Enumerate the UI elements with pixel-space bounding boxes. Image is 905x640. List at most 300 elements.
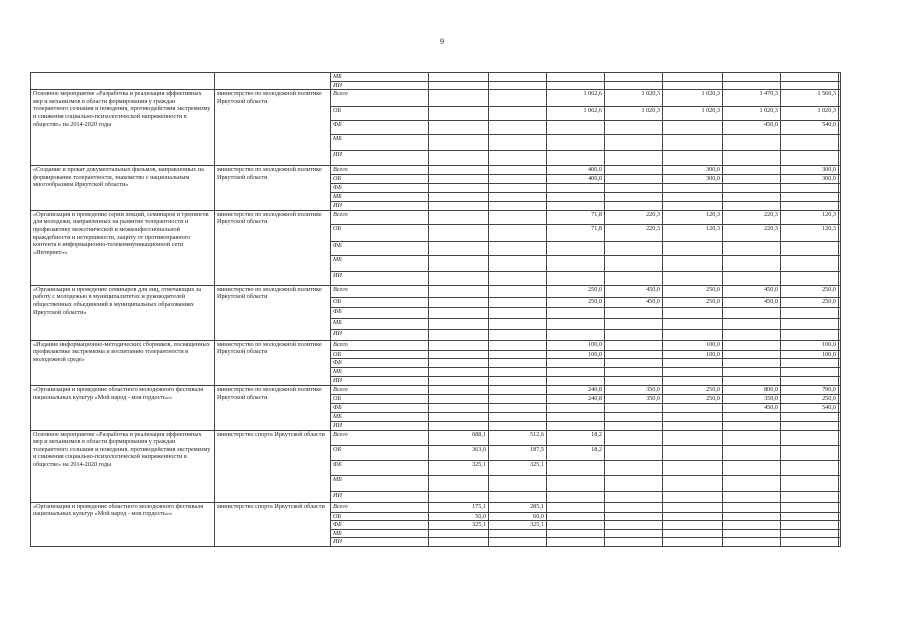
value-cell [489, 318, 547, 329]
value-cell: 1 020,3 [781, 107, 839, 121]
event-name-cell: Основное мероприятие «Разработка и реализация эффективных мер и механизмов в области формирования у граждан толерантного сознания и поведения, противодействия экстремизму и снижения социально-психологической напряженности в обществе» на 2014-2020 годы [31, 430, 215, 502]
value-cell [839, 107, 841, 121]
table-row [31, 210, 841, 224]
value-cell [605, 350, 663, 359]
value-cell [781, 192, 839, 201]
value-cell [547, 412, 605, 421]
value-cell [723, 192, 781, 201]
value-cell: 450,0 [605, 285, 663, 297]
value-cell [489, 107, 547, 121]
funding-source-cell: Всего [331, 210, 429, 224]
value-cell [839, 475, 841, 491]
value-cell [663, 502, 723, 512]
page-number: 9 [440, 37, 444, 46]
value-cell [489, 377, 547, 386]
value-cell: 50,0 [429, 512, 489, 521]
value-cell [605, 151, 663, 166]
value-cell [489, 475, 547, 491]
value-cell: 250,0 [781, 297, 839, 307]
value-cell [605, 421, 663, 430]
value-cell: 540,0 [781, 121, 839, 135]
value-cell [489, 271, 547, 285]
table-row [31, 430, 841, 445]
value-cell: 400,0 [547, 166, 605, 175]
value-cell [723, 491, 781, 502]
value-cell [663, 318, 723, 329]
value-cell [547, 318, 605, 329]
funding-source-cell: ИИ [331, 81, 429, 90]
value-cell [605, 377, 663, 386]
value-cell [781, 255, 839, 271]
event-name-cell: «Создание и прокат документальных фильмов, направленных на формирование толерантности, знакомство с национальным многообразием Иркутской области» [31, 166, 215, 211]
value-cell: 18,2 [547, 445, 605, 460]
value-cell: 285,1 [489, 502, 547, 512]
value-cell: 1 560,3 [781, 90, 839, 107]
value-cell: 363,0 [429, 445, 489, 460]
value-cell [839, 368, 841, 377]
value-cell [489, 90, 547, 107]
value-cell [781, 318, 839, 329]
value-cell [663, 445, 723, 460]
value-cell [605, 403, 663, 412]
value-cell [429, 201, 489, 210]
value-cell: 100,0 [663, 350, 723, 359]
value-cell [605, 81, 663, 90]
value-cell [429, 377, 489, 386]
value-cell: 240,8 [547, 395, 605, 404]
value-cell [429, 395, 489, 404]
value-cell [489, 529, 547, 538]
value-cell [663, 491, 723, 502]
value-cell [781, 460, 839, 475]
value-cell [547, 538, 605, 547]
value-cell [489, 421, 547, 430]
value-cell: 60,0 [489, 512, 547, 521]
funding-source-cell: Всего [331, 166, 429, 175]
value-cell [723, 502, 781, 512]
value-cell [723, 359, 781, 368]
value-cell [723, 307, 781, 318]
value-cell: 512,6 [489, 430, 547, 445]
value-cell [605, 529, 663, 538]
funding-source-cell: ОБ [331, 445, 429, 460]
value-cell [547, 529, 605, 538]
value-cell [723, 445, 781, 460]
value-cell: 175,1 [429, 502, 489, 512]
value-cell: 1 020,3 [605, 107, 663, 121]
budget-table [30, 72, 841, 547]
value-cell [663, 512, 723, 521]
value-cell [723, 460, 781, 475]
value-cell [663, 183, 723, 192]
value-cell [547, 377, 605, 386]
executor-cell: министерство по молодежной политике Иркутской области [215, 340, 331, 386]
value-cell [723, 175, 781, 184]
value-cell [839, 318, 841, 329]
value-cell [547, 502, 605, 512]
value-cell [781, 135, 839, 151]
value-cell [489, 538, 547, 547]
value-cell: 1 020,3 [723, 107, 781, 121]
value-cell [781, 521, 839, 530]
value-cell [605, 183, 663, 192]
value-cell [489, 210, 547, 224]
executor-cell: министерство спорта Иркутской области [215, 502, 331, 546]
value-cell [489, 368, 547, 377]
value-cell [781, 241, 839, 255]
value-cell: 220,3 [723, 224, 781, 241]
funding-source-cell: МБ [331, 192, 429, 201]
value-cell: 1 470,3 [723, 90, 781, 107]
value-cell [781, 412, 839, 421]
funding-source-cell: ОБ [331, 350, 429, 359]
value-cell: 250,0 [781, 395, 839, 404]
value-cell [839, 445, 841, 460]
funding-source-cell: МБ [331, 368, 429, 377]
executor-cell: министерство по молодежной политике Иркутской области [215, 210, 331, 285]
value-cell: 790,0 [781, 386, 839, 395]
value-cell: 187,5 [489, 445, 547, 460]
value-cell: 450,0 [605, 297, 663, 307]
table-body [31, 73, 841, 547]
funding-source-cell: МБ [331, 135, 429, 151]
value-cell: 1 062,6 [547, 107, 605, 121]
value-cell [547, 81, 605, 90]
value-cell [547, 255, 605, 271]
event-name-cell: «Организация и проведение областного молодежного фестиваля национальных культур «Мой народ - моя гордость»» [31, 386, 215, 430]
value-cell [781, 183, 839, 192]
value-cell [429, 241, 489, 255]
value-cell [429, 285, 489, 297]
value-cell [663, 329, 723, 340]
value-cell [489, 297, 547, 307]
value-cell [781, 512, 839, 521]
value-cell: 250,0 [663, 297, 723, 307]
value-cell: 250,0 [663, 386, 723, 395]
value-cell [605, 502, 663, 512]
value-cell [723, 329, 781, 340]
value-cell: 450,0 [723, 403, 781, 412]
value-cell [781, 502, 839, 512]
value-cell [547, 368, 605, 377]
value-cell [839, 121, 841, 135]
value-cell [489, 175, 547, 184]
value-cell: 71,8 [547, 210, 605, 224]
funding-source-cell: ИИ [331, 151, 429, 166]
value-cell [429, 73, 489, 82]
funding-source-cell: ФБ [331, 183, 429, 192]
value-cell [781, 271, 839, 285]
value-cell [489, 201, 547, 210]
value-cell [489, 151, 547, 166]
value-cell [489, 73, 547, 82]
value-cell [839, 460, 841, 475]
value-cell: 450,0 [723, 297, 781, 307]
funding-source-cell: ИИ [331, 201, 429, 210]
executor-cell: министерство по молодежной политике Иркутской области [215, 166, 331, 211]
value-cell: 71,8 [547, 224, 605, 241]
value-cell: 300,0 [663, 166, 723, 175]
value-cell [429, 121, 489, 135]
value-cell [547, 151, 605, 166]
value-cell [429, 271, 489, 285]
value-cell [839, 73, 841, 82]
value-cell [839, 412, 841, 421]
value-cell [839, 175, 841, 184]
value-cell [839, 81, 841, 90]
value-cell [605, 475, 663, 491]
value-cell [605, 166, 663, 175]
funding-source-cell: ФБ [331, 403, 429, 412]
funding-source-cell: Всего [331, 502, 429, 512]
value-cell [723, 241, 781, 255]
value-cell [839, 255, 841, 271]
value-cell [605, 412, 663, 421]
value-cell [663, 307, 723, 318]
value-cell [663, 135, 723, 151]
value-cell [839, 395, 841, 404]
value-cell [723, 350, 781, 359]
value-cell [489, 224, 547, 241]
funding-source-cell: ИИ [331, 329, 429, 340]
funding-source-cell: ФБ [331, 241, 429, 255]
value-cell [663, 430, 723, 445]
value-cell [547, 460, 605, 475]
value-cell [723, 430, 781, 445]
table-row [31, 502, 841, 512]
event-name-cell: «Организация и проведение областного молодежного фестиваля национальных культур «Мой народ - моя гордость»» [31, 502, 215, 546]
value-cell [489, 359, 547, 368]
value-cell [605, 460, 663, 475]
value-cell [839, 201, 841, 210]
value-cell: 220,3 [605, 224, 663, 241]
value-cell [429, 368, 489, 377]
value-cell [663, 241, 723, 255]
value-cell [723, 271, 781, 285]
value-cell [605, 121, 663, 135]
funding-source-cell: ФБ [331, 359, 429, 368]
value-cell [781, 421, 839, 430]
value-cell [663, 460, 723, 475]
table-row [31, 166, 841, 175]
value-cell [489, 135, 547, 151]
event-name-cell: «Издание информационно-методических сборников, посвященных профилактике экстремизма и воспитанию толерантности в молодежной среде» [31, 340, 215, 386]
value-cell [547, 359, 605, 368]
value-cell [839, 166, 841, 175]
executor-cell: министерство по молодежной политике Иркутской области [215, 285, 331, 340]
value-cell [605, 318, 663, 329]
value-cell [781, 491, 839, 502]
value-cell [839, 297, 841, 307]
value-cell: 300,0 [781, 175, 839, 184]
funding-source-cell: Всего [331, 285, 429, 297]
value-cell [839, 192, 841, 201]
value-cell [429, 255, 489, 271]
value-cell: 100,0 [781, 340, 839, 350]
value-cell [429, 412, 489, 421]
value-cell [547, 183, 605, 192]
value-cell [781, 81, 839, 90]
value-cell [605, 430, 663, 445]
value-cell [489, 183, 547, 192]
funding-source-cell: ОБ [331, 297, 429, 307]
value-cell: 120,3 [663, 224, 723, 241]
funding-source-cell: ИИ [331, 377, 429, 386]
value-cell [605, 368, 663, 377]
value-cell [723, 151, 781, 166]
value-cell: 450,0 [723, 285, 781, 297]
value-cell: 18,2 [547, 430, 605, 445]
value-cell [605, 491, 663, 502]
value-cell [723, 529, 781, 538]
value-cell [663, 201, 723, 210]
value-cell: 250,0 [547, 285, 605, 297]
value-cell [781, 73, 839, 82]
value-cell [547, 521, 605, 530]
value-cell [547, 307, 605, 318]
value-cell [723, 135, 781, 151]
value-cell [839, 350, 841, 359]
value-cell [489, 285, 547, 297]
value-cell [781, 368, 839, 377]
value-cell [839, 307, 841, 318]
value-cell [663, 412, 723, 421]
value-cell: 100,0 [547, 340, 605, 350]
value-cell: 1 020,3 [663, 90, 723, 107]
value-cell [781, 529, 839, 538]
value-cell: 325,1 [489, 521, 547, 530]
value-cell [429, 224, 489, 241]
value-cell [429, 175, 489, 184]
value-cell: 120,3 [781, 224, 839, 241]
funding-source-cell: МБ [331, 73, 429, 82]
value-cell [663, 121, 723, 135]
value-cell [663, 271, 723, 285]
value-cell [605, 521, 663, 530]
value-cell [781, 151, 839, 166]
value-cell [547, 512, 605, 521]
value-cell [547, 135, 605, 151]
value-cell [605, 307, 663, 318]
funding-source-cell: ОБ [331, 175, 429, 184]
value-cell [429, 329, 489, 340]
event-name-cell: Основное мероприятие «Разработка и реализация эффективных мер и механизмов в области формирования у граждан толерантного сознания и поведения, противодействия экстремизму и снижения социально-психологической напряженности в обществе» на 2014-2020 годы [31, 90, 215, 166]
value-cell [429, 318, 489, 329]
value-cell [663, 73, 723, 82]
value-cell [489, 403, 547, 412]
value-cell [781, 538, 839, 547]
value-cell [781, 359, 839, 368]
value-cell [429, 350, 489, 359]
value-cell: 1 062,6 [547, 90, 605, 107]
value-cell: 250,0 [547, 297, 605, 307]
funding-source-cell: ИИ [331, 271, 429, 285]
value-cell [839, 529, 841, 538]
funding-source-cell: ФБ [331, 521, 429, 530]
value-cell [723, 73, 781, 82]
value-cell [429, 107, 489, 121]
value-cell [429, 386, 489, 395]
value-cell [547, 475, 605, 491]
funding-source-cell: ФБ [331, 121, 429, 135]
table-row [31, 285, 841, 297]
event-name-cell: «Организация и проведение серии лекций, семинаров и тренингов для молодежи, направленных на развитие толерантности и профилактику межэтнической и межконфессиональной враждебности и нетерпимости, защиту от противоправного контента в информационно-телекоммуникационной сети «Интернет»» [31, 210, 215, 285]
value-cell [547, 201, 605, 210]
value-cell [839, 90, 841, 107]
value-cell [605, 192, 663, 201]
value-cell [781, 329, 839, 340]
value-cell [839, 151, 841, 166]
value-cell [429, 210, 489, 224]
value-cell [605, 135, 663, 151]
value-cell [489, 307, 547, 318]
value-cell [839, 403, 841, 412]
value-cell [429, 359, 489, 368]
table-row [31, 90, 841, 107]
value-cell [547, 491, 605, 502]
value-cell: 300,0 [781, 166, 839, 175]
value-cell [489, 340, 547, 350]
value-cell [605, 538, 663, 547]
funding-source-cell: МБ [331, 255, 429, 271]
value-cell [547, 241, 605, 255]
value-cell: 800,0 [723, 386, 781, 395]
value-cell [605, 340, 663, 350]
value-cell [429, 403, 489, 412]
executor-cell [215, 73, 331, 90]
value-cell: 250,0 [663, 285, 723, 297]
value-cell [839, 271, 841, 285]
value-cell: 350,0 [605, 386, 663, 395]
value-cell [723, 183, 781, 192]
value-cell [429, 192, 489, 201]
value-cell [547, 271, 605, 285]
value-cell [605, 271, 663, 285]
value-cell [723, 255, 781, 271]
funding-source-cell: ОБ [331, 395, 429, 404]
value-cell [839, 521, 841, 530]
funding-source-cell: МБ [331, 318, 429, 329]
executor-cell: министерство по молодежной политике Иркутской области [215, 90, 331, 166]
value-cell: 120,3 [663, 210, 723, 224]
value-cell: 120,3 [781, 210, 839, 224]
table-row [31, 386, 841, 395]
funding-source-cell: ИИ [331, 491, 429, 502]
funding-source-cell: ИИ [331, 538, 429, 547]
value-cell [723, 340, 781, 350]
value-cell [605, 73, 663, 82]
funding-source-cell: Всего [331, 430, 429, 445]
value-cell [663, 475, 723, 491]
value-cell [429, 90, 489, 107]
value-cell [605, 201, 663, 210]
value-cell: 1 020,3 [605, 90, 663, 107]
value-cell: 250,0 [781, 285, 839, 297]
value-cell [663, 192, 723, 201]
value-cell [839, 135, 841, 151]
value-cell [663, 403, 723, 412]
value-cell [429, 475, 489, 491]
value-cell [663, 151, 723, 166]
value-cell [489, 166, 547, 175]
value-cell [839, 285, 841, 297]
value-cell [839, 491, 841, 502]
value-cell: 100,0 [663, 340, 723, 350]
funding-source-cell: МБ [331, 475, 429, 491]
table-row [31, 73, 841, 82]
value-cell [663, 359, 723, 368]
value-cell [781, 307, 839, 318]
